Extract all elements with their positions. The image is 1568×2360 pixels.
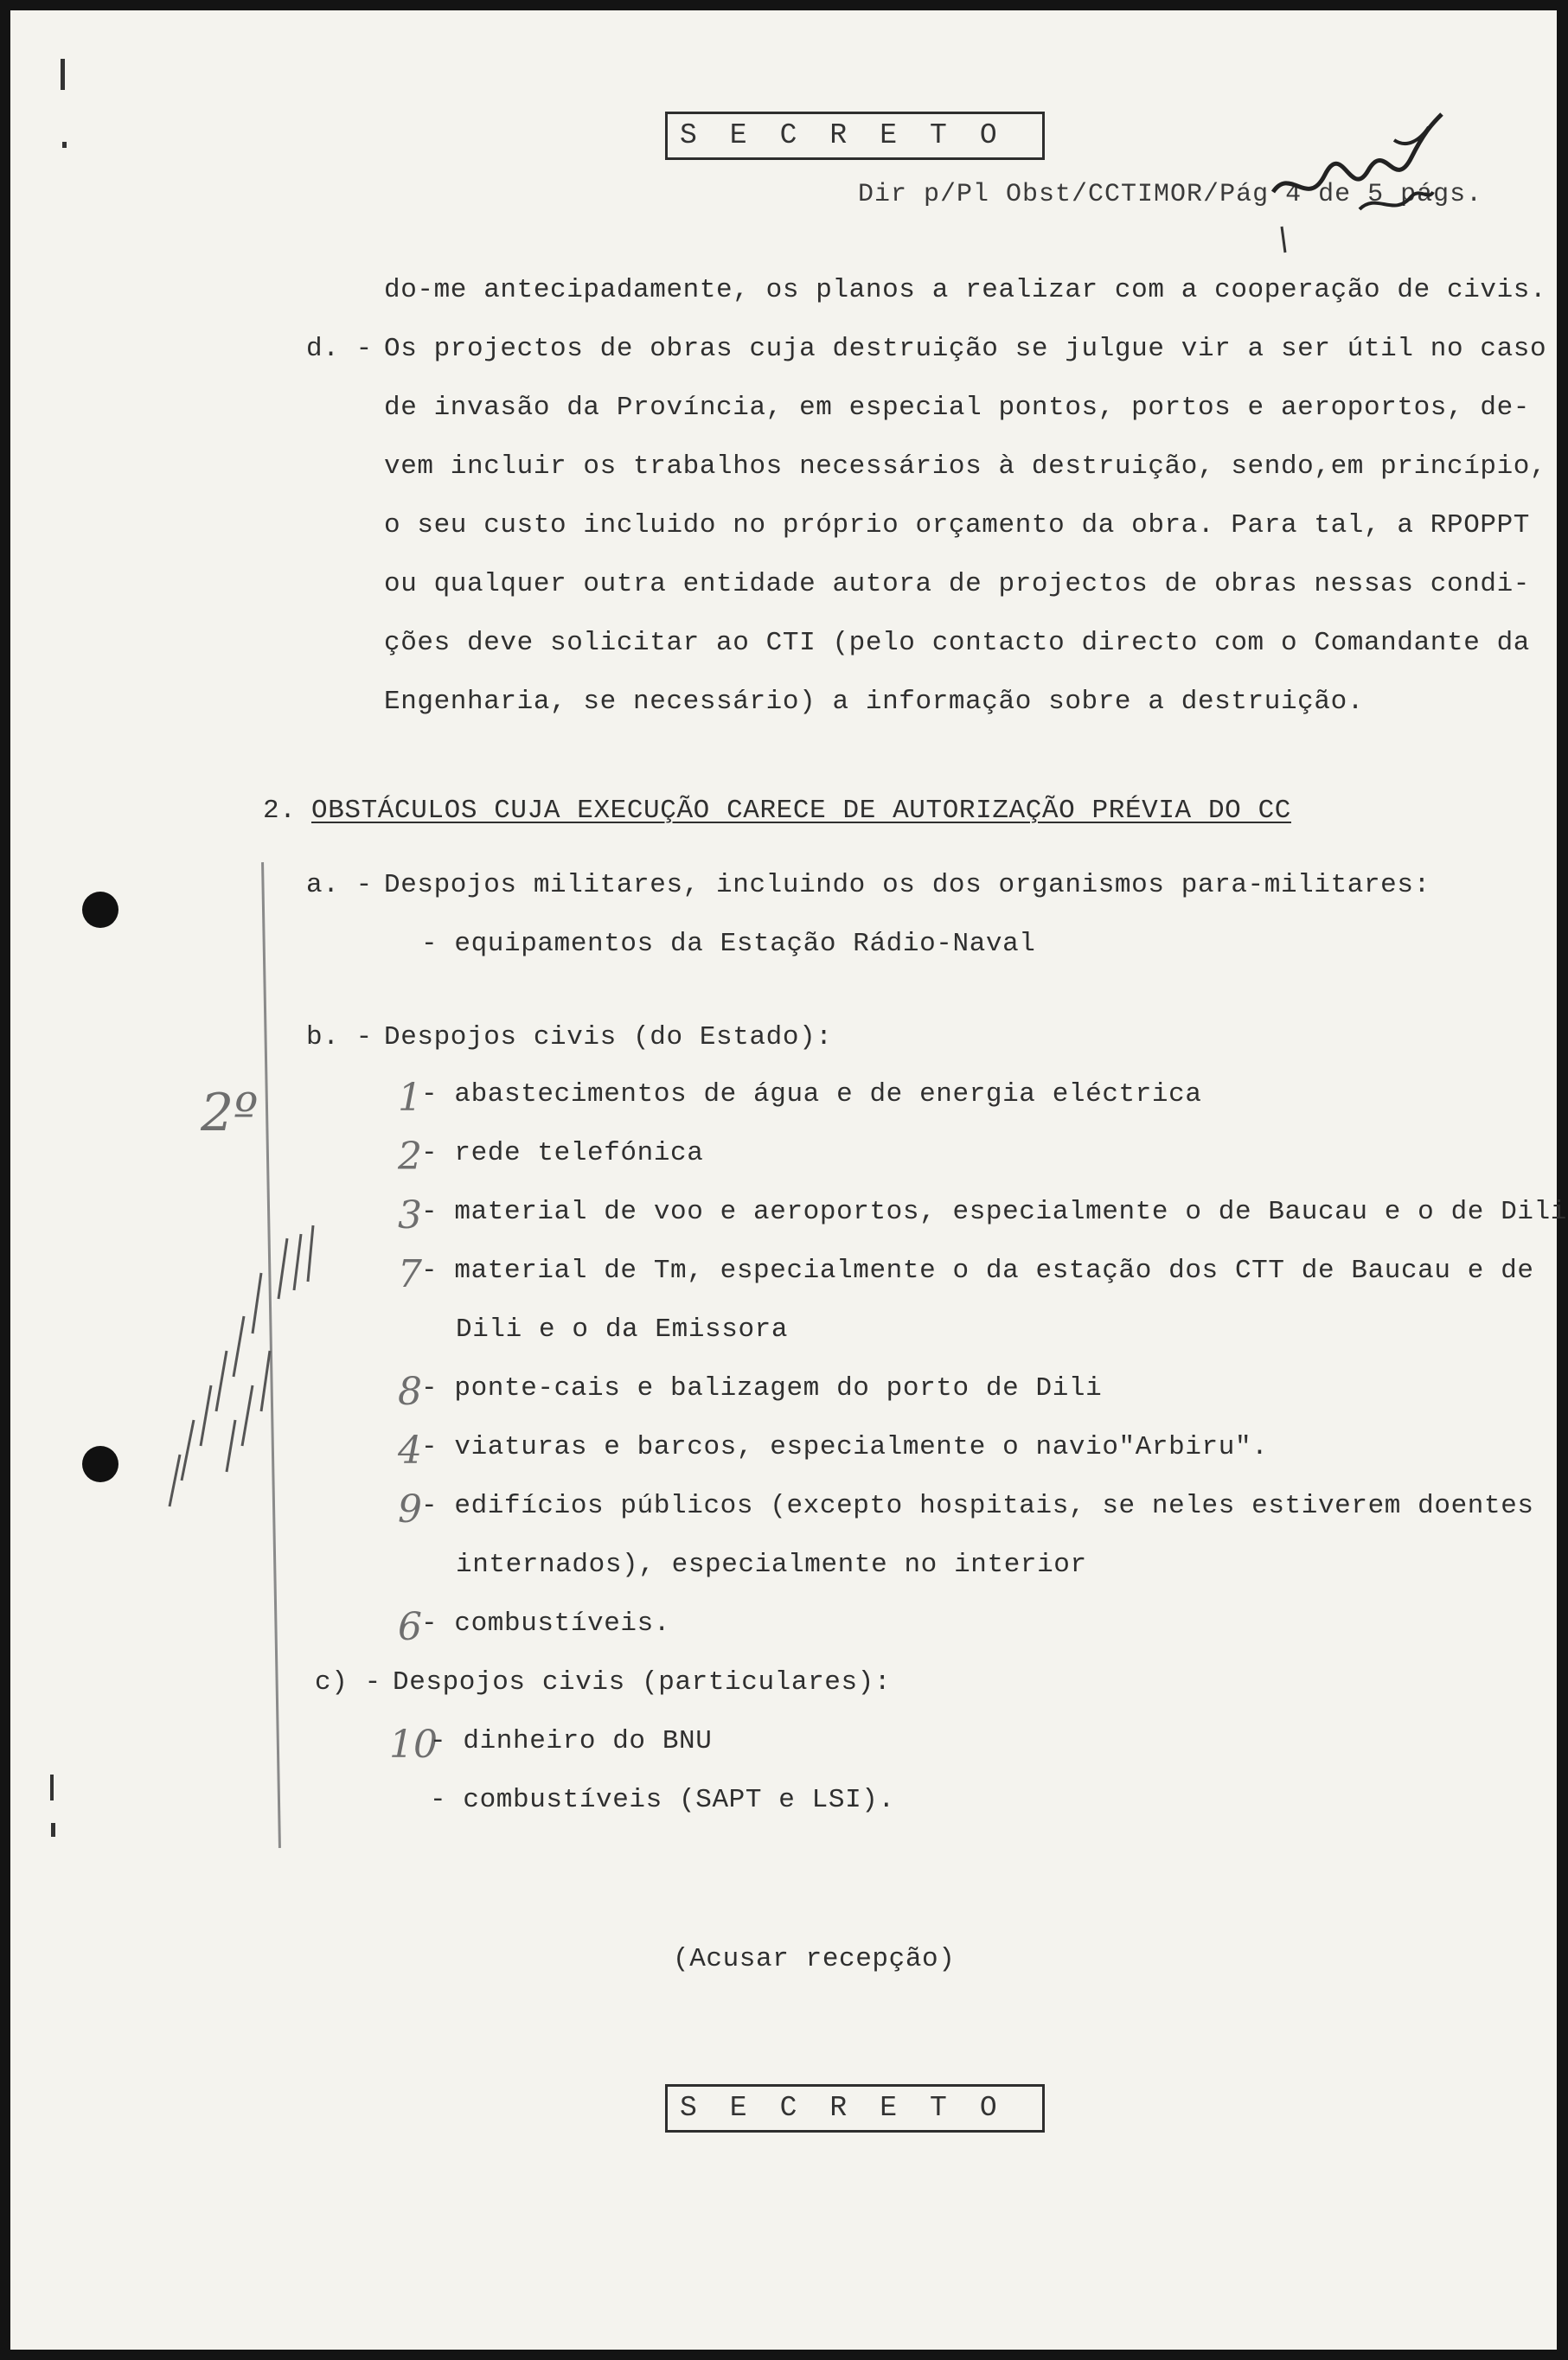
handwritten-number: 4 bbox=[398, 1429, 422, 1473]
item-d-line: Engenharia, se necessário) a informação sobre a destruição. bbox=[384, 687, 1364, 717]
item-b-subitem: - combustíveis. bbox=[421, 1609, 671, 1639]
handwritten-number: 9 bbox=[398, 1487, 422, 1532]
handwritten-number: 7 bbox=[398, 1252, 422, 1296]
edge-mark bbox=[61, 59, 65, 90]
item-d-marker: d. - bbox=[306, 334, 373, 364]
handwritten-number: 3 bbox=[398, 1193, 422, 1238]
item-b-subitem-cont: Dili e o da Emissora bbox=[456, 1314, 789, 1345]
item-a-text: Despojos militares, incluindo os dos organismos para-militares: bbox=[384, 870, 1430, 900]
secret-stamp-bottom: SECRETO bbox=[665, 2084, 1045, 2133]
item-c-subitem: - dinheiro do BNU bbox=[430, 1726, 713, 1756]
handwritten-number: 8 bbox=[398, 1370, 422, 1414]
punch-hole bbox=[82, 892, 118, 928]
item-b-subitem: - viaturas e barcos, especialmente o navio"Arbiru". bbox=[421, 1432, 1269, 1462]
item-a-marker: a. - bbox=[306, 870, 373, 900]
margin-note: 2º bbox=[201, 1083, 259, 1143]
closing-note: (Acusar recepção) bbox=[673, 1944, 956, 1974]
item-d-line: Os projectos de obras cuja destruição se julgue vir a ser útil no caso bbox=[384, 334, 1547, 364]
item-b-text: Despojos civis (do Estado): bbox=[384, 1022, 833, 1052]
item-b-subitem-cont: internados), especialmente no interior bbox=[456, 1550, 1087, 1580]
item-b-subitem: - material de voo e aeroportos, especialmente o de Baucau e o de Dili bbox=[421, 1197, 1568, 1227]
punch-hole bbox=[82, 1446, 118, 1482]
handwritten-number: 6 bbox=[398, 1605, 422, 1649]
item-d-line: ou qualquer outra entidade autora de projectos de obras nessas condi- bbox=[384, 569, 1531, 599]
handwritten-number: 2 bbox=[398, 1135, 422, 1179]
continuation-line: do-me antecipadamente, os planos a realizar com a cooperação de civis. bbox=[384, 275, 1547, 305]
edge-mark bbox=[50, 1775, 54, 1800]
page-reference: Dir p/Pl Obst/CCTIMOR/Pág 4 de 5 págs. bbox=[858, 180, 1483, 209]
handwritten-number: 10 bbox=[389, 1723, 438, 1767]
item-b-subitem: - ponte-cais e balizagem do porto de Dili bbox=[421, 1373, 1103, 1404]
signature-initials bbox=[1256, 88, 1446, 261]
margin-tick-marks bbox=[131, 1221, 356, 1515]
item-a-subitem: - equipamentos da Estação Rádio-Naval bbox=[421, 929, 1036, 959]
section-number: 2. bbox=[263, 796, 297, 826]
item-d-line: ções deve solicitar ao CTI (pelo contacto directo com o Comandante da bbox=[384, 628, 1531, 658]
item-d-line: de invasão da Província, em especial pontos, portos e aeroportos, de- bbox=[384, 393, 1531, 423]
item-d-line: o seu custo incluido no próprio orçamento da obra. Para tal, a RPOPPT bbox=[384, 510, 1531, 540]
item-c-text: Despojos civis (particulares): bbox=[393, 1667, 892, 1698]
item-c-subitem: - combustíveis (SAPT e LSI). bbox=[430, 1785, 895, 1815]
item-b-subitem: - abastecimentos de água e de energia eléctrica bbox=[421, 1079, 1202, 1110]
secret-stamp-top: SECRETO bbox=[665, 112, 1045, 160]
item-b-marker: b. - bbox=[306, 1022, 373, 1052]
section-heading: OBSTÁCULOS CUJA EXECUÇÃO CARECE DE AUTORIZAÇÃO PRÉVIA DO CC bbox=[311, 796, 1291, 826]
item-b-subitem: - edifícios públicos (excepto hospitais, se neles estiverem doentes bbox=[421, 1491, 1534, 1521]
document-page bbox=[10, 10, 1568, 2350]
edge-mark bbox=[62, 142, 67, 148]
item-d-line: vem incluir os trabalhos necessários à destruição, sendo,em princípio, bbox=[384, 451, 1547, 482]
edge-mark bbox=[51, 1823, 55, 1837]
item-c-marker: c) - bbox=[315, 1667, 381, 1698]
item-b-subitem: - rede telefónica bbox=[421, 1138, 704, 1168]
item-b-subitem: - material de Tm, especialmente o da estação dos CTT de Baucau e de bbox=[421, 1256, 1534, 1286]
handwritten-number: 1 bbox=[398, 1076, 422, 1120]
